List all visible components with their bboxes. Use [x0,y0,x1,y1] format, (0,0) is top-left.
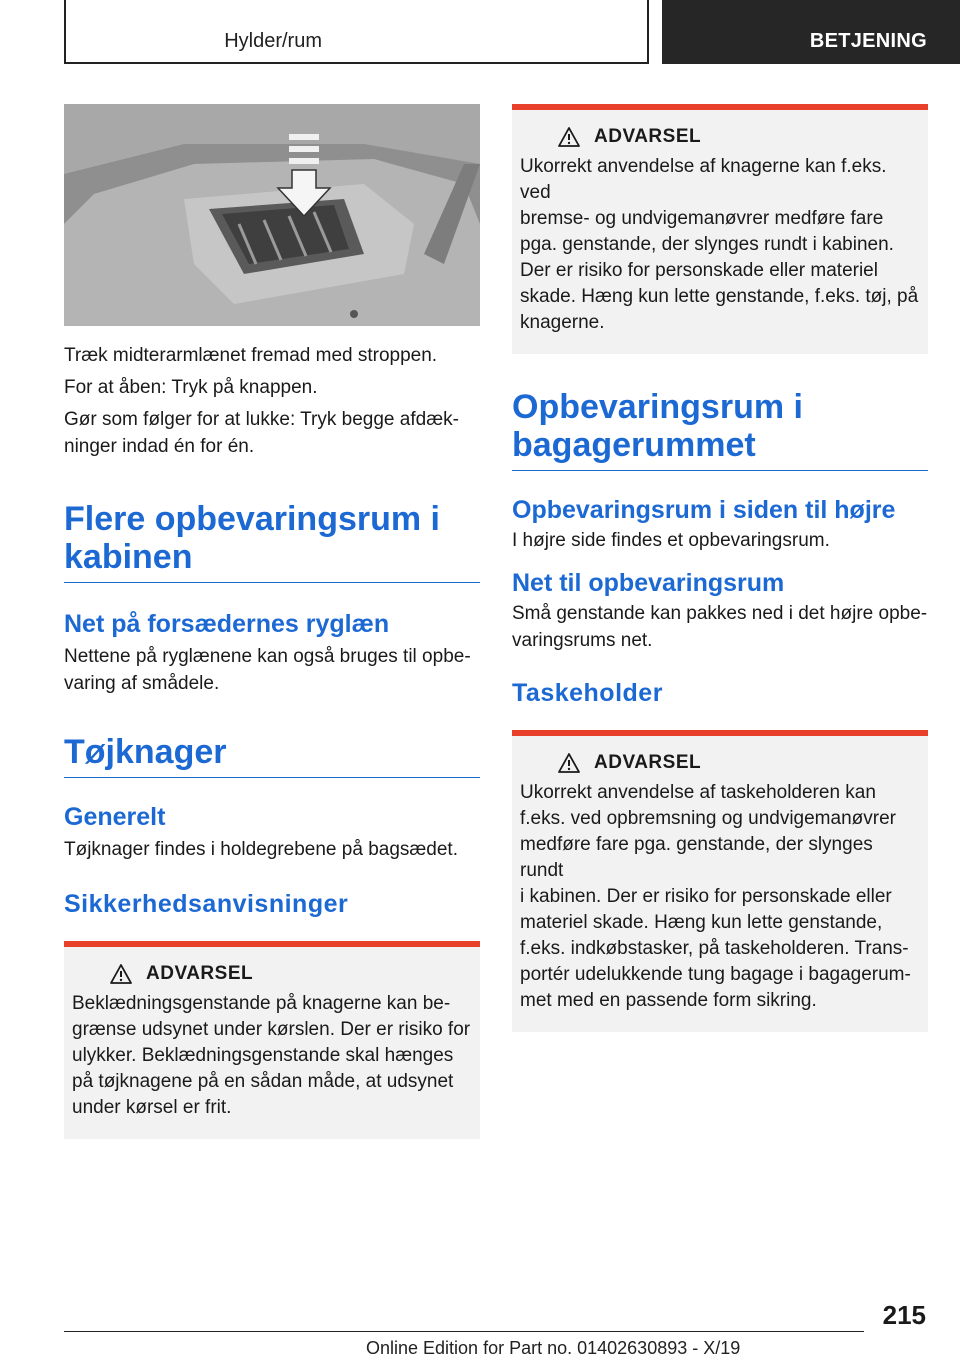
warning-triangle-icon [110,964,132,984]
heading-seatback-net: Net på forsædernes ryglæn [64,610,390,638]
warning-box-coat-hooks [64,941,480,1139]
warning-triangle-icon [558,753,580,773]
warning-title: ADVARSEL [594,126,702,147]
warning-line: under kørsel er frit. [72,1097,232,1118]
heading-luggage-storage: Opbevaringsrum i bagagerummet [512,388,928,471]
warning-line: knagerne. [520,312,605,333]
warning-line: i kabinen. Der er risiko for personskade eller [520,886,892,907]
header-chapter-tab [662,0,960,64]
warning-title: ADVARSEL [594,752,702,773]
warning-line: met med en passende form sikring. [520,990,817,1011]
right-column [512,104,928,1032]
paragraph-pull-armrest: Træk midterarmlænet fremad med stroppen. [64,345,438,366]
heading-safety-information: Sikkerhedsanvisninger [64,890,349,918]
paragraph-storage-net-line2: varingsrums net. [512,630,653,651]
header-chapter-title: BETJENING [809,30,927,52]
warning-line: Ukorrekt anvendelse af taskeholderen kan [520,782,876,803]
paragraph-storage-net-line1: Små genstande kan pakkes ned i det højre opbe- [512,603,928,624]
warning-title: ADVARSEL [146,963,254,984]
heading-more-storage: Flere opbevaringsrum i kabinen [64,500,480,583]
warning-line: medføre fare pga. genstande, der slynges rundt [520,834,873,881]
warning-line: materiel skade. Hæng kun lette genstande, [520,912,883,933]
warning-line: Der er risiko for personskade eller materiel [520,260,878,281]
warning-line: bremse- og undvigemanøvrer medføre fare [520,208,884,229]
warning-box-bag-holder [512,730,928,1032]
paragraph-general: Tøjknager findes i holdegrebene på bagsædet. [64,839,458,860]
footer-edition: Online Edition for Part no. 01402630893 - X/19 [366,1338,741,1358]
warning-line: portér udelukkende tung bagage i bagagerum- [520,964,911,985]
warning-line: Beklædningsgenstande på knagerne kan be- [72,993,451,1014]
left-column [64,104,480,1139]
warning-line: på tøjknagene på en sådan måde, at udsynet [72,1071,454,1092]
heading-bag-holder: Taskeholder [512,679,663,707]
heading-right-side-storage: Opbevaringsrum i siden til højre [512,496,896,524]
paragraph-close-line1: Gør som følger for at lukke: Tryk begge afdæk- [64,409,459,430]
warning-line: pga. genstande, der slynges rundt i kabinen. [520,234,894,255]
heading-storage-net: Net til opbevaringsrum [512,569,785,597]
warning-line: Ukorrekt anvendelse af knagerne kan f.eks. ved [520,156,887,203]
paragraph-close-line2: ninger indad én for én. [64,436,255,457]
paragraph-open: For at åben: Tryk på knappen. [64,377,318,398]
header-section-box [64,0,649,64]
paragraph-right-side: I højre side findes et opbevaringsrum. [512,530,830,551]
footer-divider [64,1331,864,1332]
armrest-illustration [64,104,480,326]
warning-box-hooks-usage [512,104,928,354]
heading-general: Generelt [64,803,166,831]
warning-triangle-icon [558,127,580,147]
page-number: 215 [882,1300,926,1330]
header-section-title: Hylder/rum [224,30,322,52]
warning-line: ulykker. Beklædningsgenstande skal hænges [72,1045,454,1066]
heading-coat-hooks: Tøjknager [64,733,480,778]
warning-line: f.eks. indkøbstasker, på taskeholderen. Trans- [520,938,909,959]
paragraph-net-line2: varing af smådele. [64,673,220,694]
warning-line: grænse udsynet under kørslen. Der er risiko for [72,1019,471,1040]
warning-line: skade. Hæng kun lette genstande, f.eks. tøj, på [520,286,919,307]
warning-line: f.eks. ved opbremsning og undvigemanøvrer [520,808,896,829]
paragraph-net-line1: Nettene på ryglænene kan også bruges til opbe- [64,646,471,667]
